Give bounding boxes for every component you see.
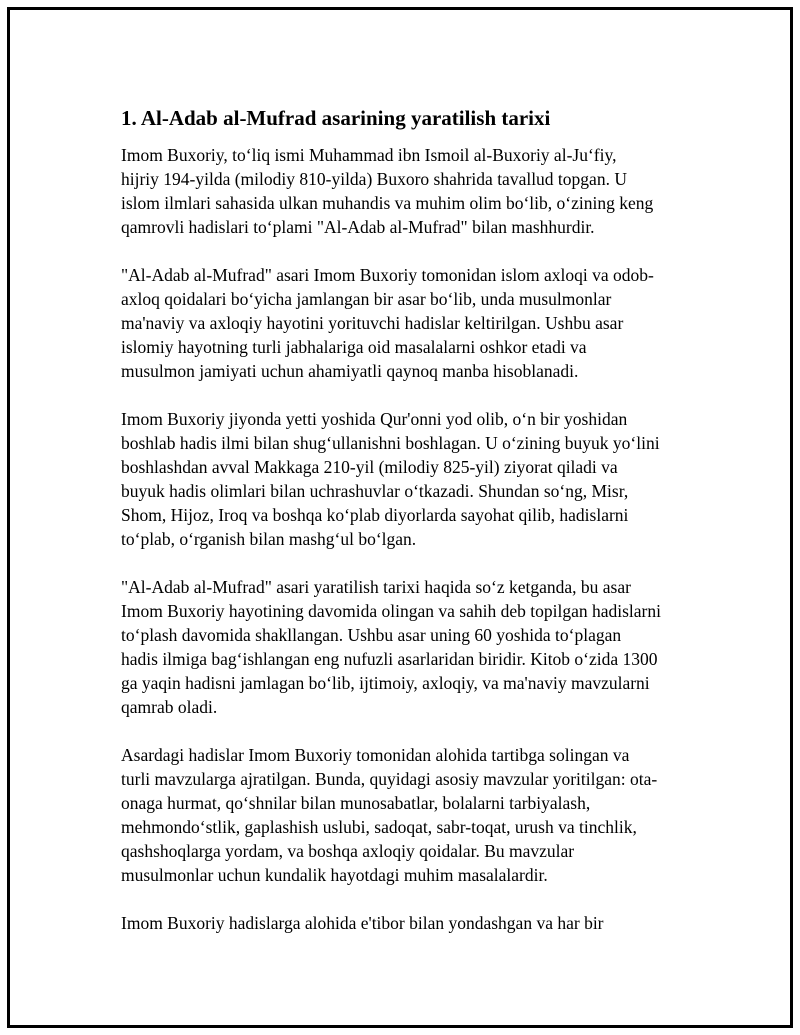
text-line: ma'naviy va axloqiy hayotini yorituvchi hadislar keltirilgan. Ushbu asar — [121, 313, 624, 333]
paragraph-1 — [121, 143, 701, 239]
text-line: Asardagi hadislar Imom Buxoriy tomonidan alohida tartibga solingan va — [121, 745, 630, 765]
text-line: Shom, Hijoz, Iroq va boshqa ko‘plab diyorlarda sayohat qilib, hadislarni — [121, 505, 629, 525]
text-line: boshlashdan avval Makkaga 210-yil (milodiy 825-yil) ziyorat qiladi va — [121, 457, 618, 477]
text-line: "Al-Adab al-Mufrad" asari Imom Buxoriy tomonidan islom axloqi va odob- — [121, 265, 654, 285]
text-line: musulmonlar uchun kundalik hayotdagi muhim masalalardir. — [121, 865, 548, 885]
text-line: turli mavzularga ajratilgan. Bunda, quyidagi asosiy mavzular yoritilgan: ota- — [121, 769, 658, 789]
text-line: qashshoqlarga yordam, va boshqa axloqiy qoidalar. Bu mavzular — [121, 841, 575, 861]
text-line: to‘plab, o‘rganish bilan mashg‘ul bo‘lgan. — [121, 529, 417, 549]
paragraph-5 — [121, 743, 701, 887]
text-line: buyuk hadis olimlari bilan uchrashuvlar o‘tkazadi. Shundan so‘ng, Misr, — [121, 481, 629, 501]
document-content — [121, 103, 701, 959]
text-line: hijriy 194-yilda (milodiy 810-yilda) Buxoro shahrida tavallud topgan. U — [121, 169, 627, 189]
text-line: Imom Buxoriy, to‘liq ismi Muhammad ibn Ismoil al-Buxoriy al-Ju‘fiy, — [121, 145, 617, 165]
section-heading: 1. Al-Adab al-Mufrad asarining yaratilish tarixi — [121, 106, 551, 130]
text-line: Imom Buxoriy hayotining davomida olingan va sahih deb topilgan hadislarni — [121, 601, 661, 621]
text-line: boshlab hadis ilmi bilan shug‘ullanishni boshlagan. U o‘zining buyuk yo‘lini — [121, 433, 660, 453]
page-frame — [7, 7, 793, 1028]
paragraph-2 — [121, 263, 701, 383]
text-line: Imom Buxoriy jiyonda yetti yoshida Qur'onni yod olib, o‘n bir yoshidan — [121, 409, 628, 429]
text-line: axloq qoidalari bo‘yicha jamlangan bir asar bo‘lib, unda musulmonlar — [121, 289, 612, 309]
text-line: ga yaqin hadisni jamlagan bo‘lib, ijtimoiy, axloqiy, va ma'naviy mavzularni — [121, 673, 650, 693]
paragraph-3 — [121, 407, 701, 551]
text-line: islomiy hayotning turli jabhalariga oid masalalarni oshkor etadi va — [121, 337, 587, 357]
text-line: hadis ilmiga bag‘ishlangan eng nufuzli asarlaridan biridir. Kitob o‘zida 1300 — [121, 649, 658, 669]
text-line: "Al-Adab al-Mufrad" asari yaratilish tarixi haqida so‘z ketganda, bu asar — [121, 577, 631, 597]
text-line: to‘plash davomida shakllangan. Ushbu asar uning 60 yoshida to‘plagan — [121, 625, 622, 645]
paragraph-4 — [121, 575, 701, 719]
text-line: mehmondo‘stlik, gaplashish uslubi, sadoqat, sabr-toqat, urush va tinchlik, — [121, 817, 637, 837]
text-line: islom ilmlari sahasida ulkan muhandis va muhim olim bo‘lib, o‘zining keng — [121, 193, 654, 213]
text-line: qamrab oladi. — [121, 697, 218, 717]
paragraph-6 — [121, 911, 701, 935]
text-line: Imom Buxoriy hadislarga alohida e'tibor bilan yondashgan va har bir — [121, 913, 604, 933]
text-line: onaga hurmat, qo‘shnilar bilan munosabatlar, bolalarni tarbiyalash, — [121, 793, 591, 813]
text-line: musulmon jamiyati uchun ahamiyatli qaynoq manba hisoblanadi. — [121, 361, 579, 381]
text-line: qamrovli hadislari to‘plami "Al-Adab al-Mufrad" bilan mashhurdir. — [121, 217, 595, 237]
